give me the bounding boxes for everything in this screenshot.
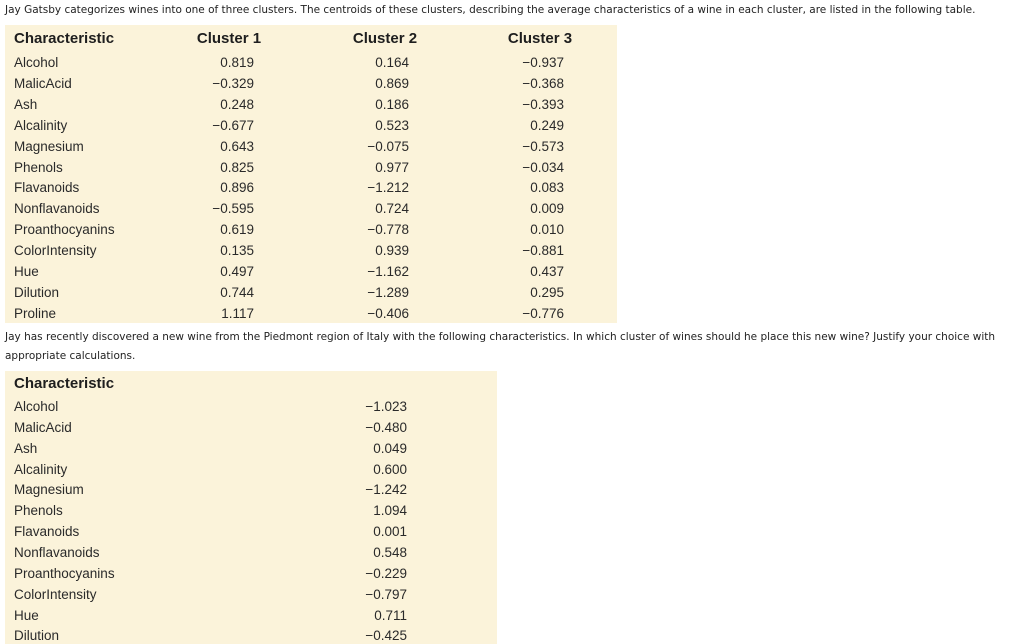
new-wine-row-label: MalicAcid (14, 420, 72, 435)
centroid-cluster3-value: −0.393 (522, 97, 564, 112)
new-wine-characteristic-header: Characteristic (14, 375, 115, 392)
centroid-cluster2-value: −1.212 (367, 180, 409, 195)
centroid-cluster1-value: 0.248 (220, 97, 254, 112)
centroid-row-label: Flavanoids (14, 180, 80, 195)
new-wine-table (5, 371, 497, 644)
centroid-cluster1-value: 1.117 (221, 306, 254, 321)
centroid-cluster2-value: −0.075 (367, 139, 409, 154)
centroid-cluster1-value: 0.135 (220, 243, 254, 258)
new-wine-row-label: Flavanoids (14, 524, 80, 539)
new-wine-value: −0.229 (365, 566, 407, 581)
centroid-row-label: Proline (14, 306, 57, 321)
centroid-cluster2-value: 0.977 (375, 160, 409, 175)
centroid-cluster2-value: 0.186 (375, 97, 409, 112)
new-wine-value: −0.480 (365, 420, 407, 435)
centroid-cluster3-value: 0.437 (530, 264, 564, 279)
new-wine-row-label: ColorIntensity (14, 587, 97, 602)
new-wine-row-label: Phenols (14, 503, 63, 518)
centroid-row-label: Alcohol (14, 55, 59, 70)
centroid-cluster3-value: 0.010 (530, 222, 564, 237)
new-wine-value: 0.049 (373, 441, 407, 456)
centroid-cluster3-value: 0.249 (530, 118, 564, 133)
centroid-row-label: Phenols (14, 160, 63, 175)
centroid-cluster2-value: −0.778 (367, 222, 409, 237)
centroid-cluster1-value: 0.896 (220, 180, 254, 195)
new-wine-value: 0.600 (373, 462, 407, 477)
centroid-cluster3-value: 0.295 (530, 285, 564, 300)
centroid-cluster1-value: −0.677 (212, 118, 254, 133)
cluster-2-header: Cluster 2 (352, 30, 418, 47)
centroid-cluster3-value: 0.009 (530, 201, 564, 216)
new-wine-value: 1.094 (373, 503, 407, 518)
centroid-cluster2-value: 0.164 (375, 55, 409, 70)
characteristic-header: Characteristic (14, 30, 115, 47)
centroid-cluster3-value: −0.034 (522, 160, 564, 175)
new-wine-row-label: Proanthocyanins (14, 566, 115, 581)
centroid-cluster1-value: 0.619 (220, 222, 254, 237)
centroid-cluster1-value: 0.744 (220, 285, 254, 300)
centroid-cluster2-value: 0.939 (375, 243, 409, 258)
centroid-cluster3-value: −0.776 (522, 306, 564, 321)
centroid-row-label: Magnesium (14, 139, 84, 154)
new-wine-row-label: Alcohol (14, 399, 59, 414)
new-wine-value: −0.797 (365, 587, 407, 602)
centroid-cluster1-value: 0.819 (220, 55, 254, 70)
centroid-cluster1-value: 0.825 (220, 160, 254, 175)
centroid-cluster2-value: −1.162 (367, 264, 409, 279)
new-wine-value: 0.548 (373, 545, 407, 560)
new-wine-row-label: Nonflavanoids (14, 545, 100, 560)
centroid-row-label: Ash (14, 97, 38, 112)
question-paragraph: Jay has recently discovered a new wine from the Piedmont region of Italy with the following characteristics. In which cluster of wines should he place this new wine? Justify your choice with appropriate calculations. (5, 331, 996, 362)
centroid-cluster3-value: −0.881 (522, 243, 564, 258)
centroid-cluster2-value: −0.406 (367, 306, 409, 321)
centroid-cluster1-value: 0.497 (220, 264, 254, 279)
centroid-cluster2-value: 0.724 (375, 201, 409, 216)
new-wine-value: 0.001 (373, 524, 407, 539)
new-wine-row-label: Dilution (14, 628, 60, 643)
centroid-cluster1-value: −0.329 (212, 76, 254, 91)
centroid-row-label: ColorIntensity (14, 243, 97, 258)
centroid-cluster2-value: 0.523 (375, 118, 409, 133)
centroid-cluster3-value: −0.573 (522, 139, 564, 154)
centroid-row-label: Nonflavanoids (14, 201, 100, 216)
cluster-1-header: Cluster 1 (196, 30, 262, 47)
new-wine-value: −1.242 (365, 482, 407, 497)
cluster-3-header: Cluster 3 (507, 30, 573, 47)
centroid-cluster1-value: −0.595 (212, 201, 254, 216)
new-wine-value: −1.023 (365, 399, 407, 414)
centroid-row-label: Proanthocyanins (14, 222, 115, 237)
centroid-cluster2-value: −1.289 (367, 285, 409, 300)
new-wine-row-label: Ash (14, 441, 38, 456)
new-wine-row-label: Alcalinity (14, 462, 68, 477)
new-wine-row-label: Magnesium (14, 482, 84, 497)
centroid-cluster3-value: −0.937 (522, 55, 564, 70)
centroid-row-label: Hue (14, 264, 39, 279)
centroids-table (5, 25, 617, 323)
centroid-row-label: Dilution (14, 285, 60, 300)
centroid-cluster3-value: 0.083 (530, 180, 564, 195)
new-wine-value: −0.425 (365, 628, 407, 643)
intro-paragraph: Jay Gatsby categorizes wines into one of three clusters. The centroids of these clusters, describing the average characteristics of a wine in each cluster, are listed in the following table. (5, 4, 976, 16)
centroid-cluster2-value: 0.869 (375, 76, 409, 91)
centroid-cluster1-value: 0.643 (220, 139, 254, 154)
new-wine-value: 0.711 (374, 608, 407, 623)
centroid-row-label: MalicAcid (14, 76, 72, 91)
centroid-cluster3-value: −0.368 (522, 76, 564, 91)
new-wine-row-label: Hue (14, 608, 39, 623)
centroid-row-label: Alcalinity (14, 118, 68, 133)
